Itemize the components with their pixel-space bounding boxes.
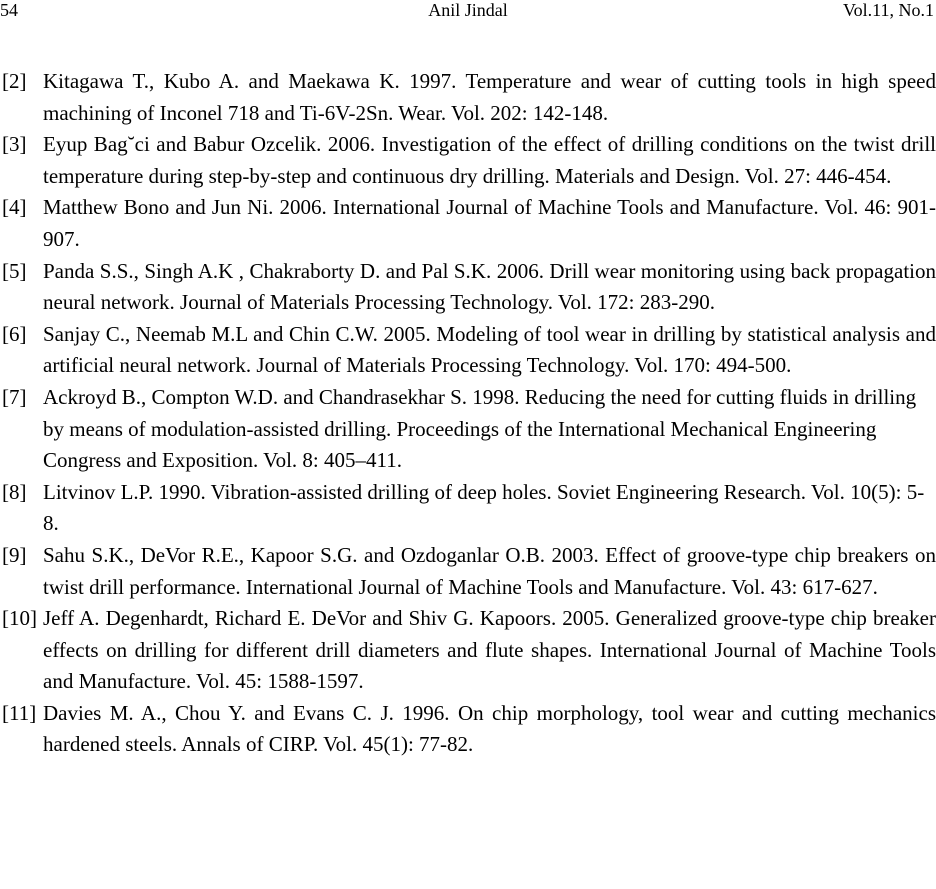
reference-number: [8]	[2, 479, 27, 504]
reference-text: Ackroyd B., Compton W.D. and Chandrasekhar S. 1998. Reducing the need for cutting fluids in drilling by means of modulation-assisted drilling. Proceedings of the International Mechanical Engineering Congress and Exposition. Vol. 8: 405–411.	[43, 384, 917, 473]
reference-item	[2, 319, 936, 382]
reference-text: Eyup Bag˘ci and Babur Ozcelik. 2006. Investigation of the effect of drilling conditions on the twist drill temperature during step-by-step and continuous dry drilling. Materials and Design. Vol. 27: 446-454.	[43, 132, 936, 188]
reference-number: [6]	[2, 321, 27, 346]
reference-item	[2, 382, 936, 477]
reference-number: [3]	[2, 132, 27, 157]
reference-text: Litvinov L.P. 1990. Vibration-assisted drilling of deep holes. Soviet Engineering Research. Vol. 10(5): 5-8.	[43, 479, 925, 536]
reference-text: Panda S.S., Singh A.K , Chakraborty D. and Pal S.K. 2006. Drill wear monitoring using back propagation neural network. Journal of Materials Processing Technology. Vol. 172: 283-290.	[43, 258, 936, 315]
reference-item	[2, 540, 936, 603]
reference-number: [10]	[2, 606, 37, 631]
reference-number: [4]	[2, 195, 27, 220]
reference-text: Matthew Bono and Jun Ni. 2006. International Journal of Machine Tools and Manufacture. Vol. 46: 901-907.	[43, 195, 936, 251]
page-number: 54	[0, 0, 18, 20]
reference-item	[2, 477, 936, 540]
reference-text: Sanjay C., Neemab M.L and Chin C.W. 2005. Modeling of tool wear in drilling by statistical analysis and artificial neural network. Journal of Materials Processing Technology. Vol. 170: 494-500.	[43, 321, 936, 378]
reference-number: [9]	[2, 542, 27, 567]
reference-text: Jeff A. Degenhardt, Richard E. DeVor and Shiv G. Kapoors. 2005. Generalized groove-type chip breaker effects on drilling for different drill diameters and flute shapes. International Journal of Machine Tools and Manufacture. Vol. 45: 1588-1597.	[43, 606, 936, 694]
reference-text: Kitagawa T., Kubo A. and Maekawa K. 1997. Temperature and wear of cutting tools in high speed machining of Inconel 718 and Ti-6V-2Sn. Wear. Vol. 202: 142-148.	[43, 69, 936, 125]
reference-item	[2, 256, 936, 319]
reference-list	[2, 66, 936, 761]
reference-item	[2, 603, 936, 698]
reference-text: Sahu S.K., DeVor R.E., Kapoor S.G. and Ozdoganlar O.B. 2003. Effect of groove-type chip breakers on twist drill performance. International Journal of Machine Tools and Manufacture. Vol. 43: 617-627.	[43, 542, 936, 599]
reference-number: [7]	[2, 384, 27, 409]
reference-item	[2, 66, 936, 129]
reference-number: [5]	[2, 258, 27, 283]
reference-text: Davies M. A., Chou Y. and Evans C. J. 1996. On chip morphology, tool wear and cutting mechanics hardened steels. Annals of CIRP. Vol. 45(1): 77-82.	[43, 700, 936, 757]
reference-item	[2, 192, 936, 255]
running-author: Anil Jindal	[428, 0, 508, 20]
reference-item	[2, 698, 936, 761]
running-header	[0, 0, 936, 24]
reference-item	[2, 129, 936, 192]
reference-number: [2]	[2, 69, 27, 93]
reference-number: [11]	[2, 700, 37, 725]
volume-issue: Vol.11, No.1	[842, 0, 934, 20]
